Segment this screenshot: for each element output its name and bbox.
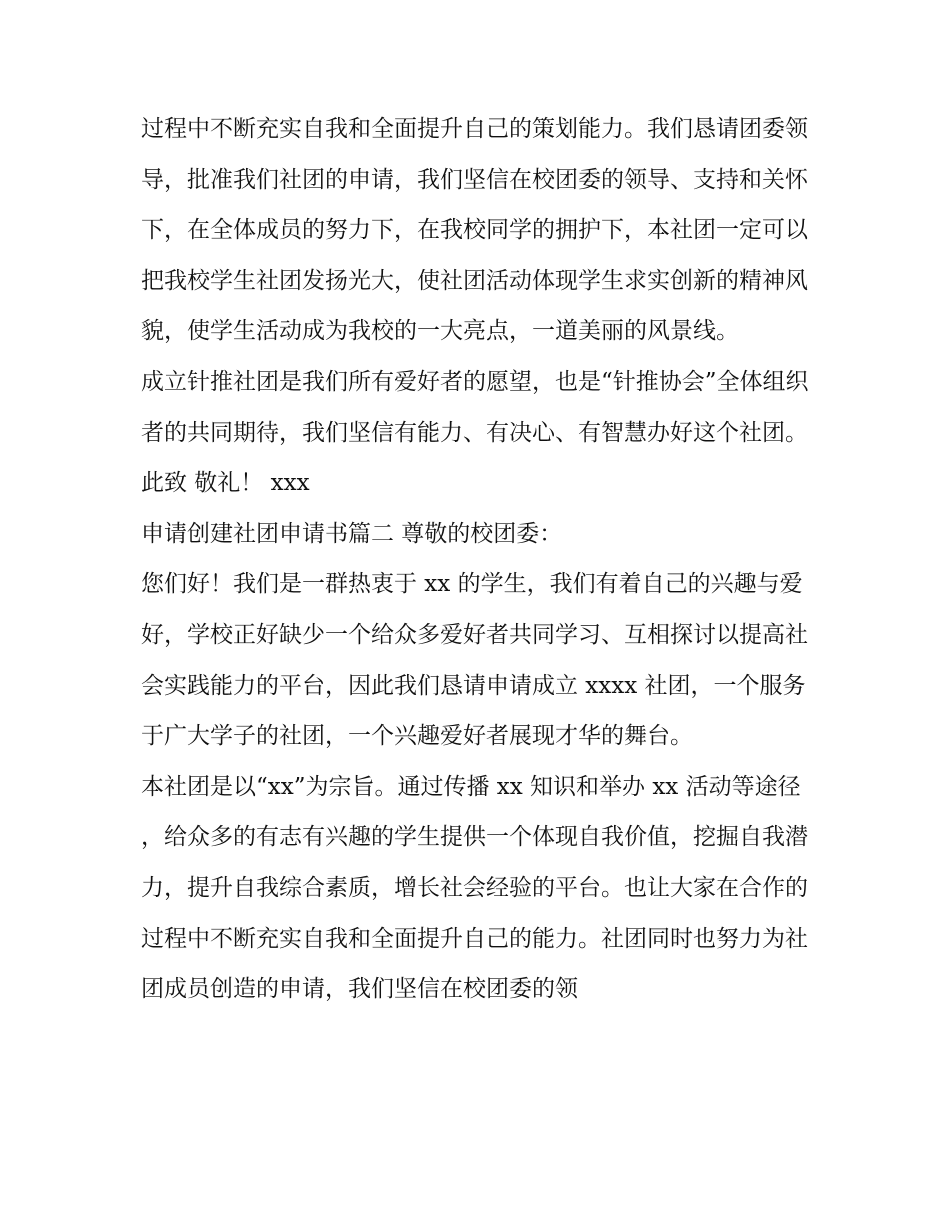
paragraph-3: 申请创建社团申请书篇二 尊敬的校团委：	[141, 520, 563, 547]
paragraph-1: 过程中不断充实自我和全面提升自己的策划能力。我们恳请团委领导，批准我们社团的申请，我们坚信在校团委的领导、支持和关怀下，在全体成员的努力下，在我校同学的拥护下，本社团一定可以把我校学生社团发扬光大，使社团活动体现学生求实创新的精神风貌，使学生活动成为我校的一大亮点，一道美丽的风景线。	[141, 116, 808, 345]
paragraph-2: 成立针推社团是我们所有爱好者的愿望，也是“针推协会”全体组织者的共同期待，我们坚信有能力、有决心、有智慧办好这个社团。 此致 敬礼！ xxx	[141, 368, 809, 497]
document-body	[141, 104, 813, 1015]
paragraph-5: 本社团是以“xx”为宗旨。通过传播 xx 知识和举办 xx 活动等途径，给众多的有志有兴趣的学生提供一个体现自我价值，挖掘自我潜力，提升自我综合素质，增长社会经验的平台。也让大家在合作的过程中不断充实自我和全面提升自己的能力。社团同时也努力为社团成员创造的申请，我们坚信在校团委的领	[141, 773, 808, 1003]
paragraph-4: 您们好！我们是一群热衷于 xx 的学生，我们有着自己的兴趣与爱好，学校正好缺少一个给众多爱好者共同学习、互相探讨以提高社会实践能力的平台，因此我们恳请申请成立 xxxx 社团，一个服务于广大学子的社团，一个兴趣爱好者展现才华的舞台。	[141, 571, 808, 750]
